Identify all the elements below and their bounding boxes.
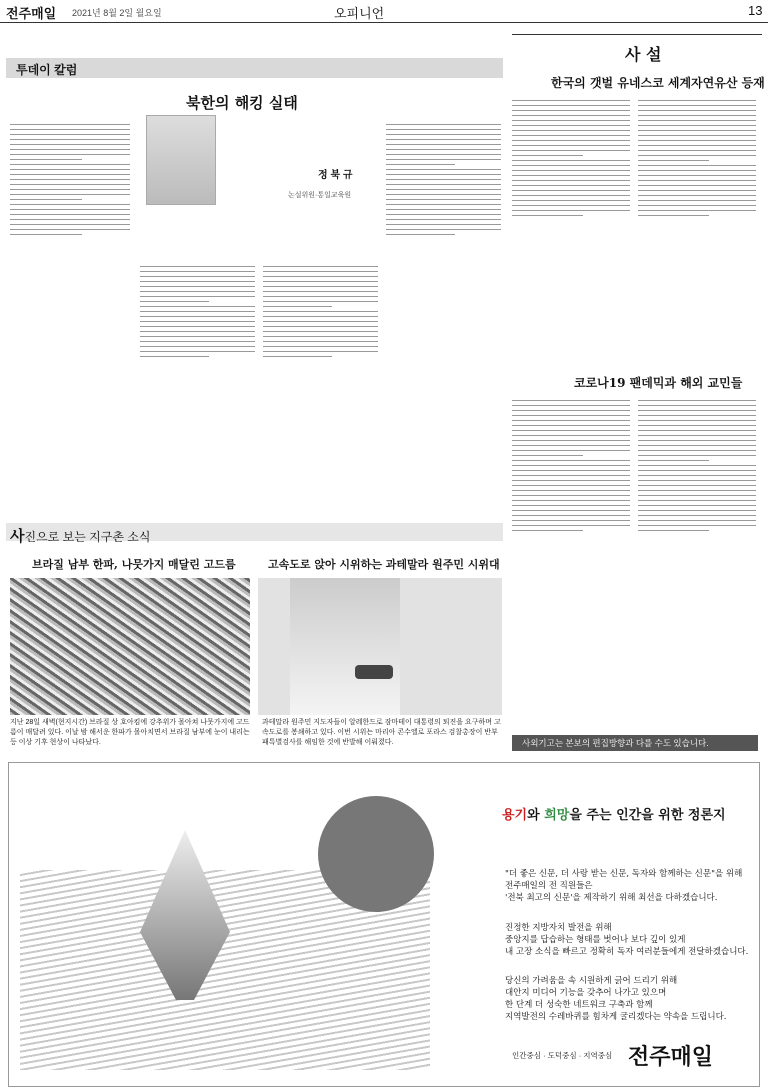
ad-slogan: 인간중심 · 도덕중심 · 지역중심: [512, 1051, 613, 1060]
ad-line: 당신의 가려움을 속 시원하게 긁어 드리기 위해: [505, 976, 678, 986]
ad-sun-illustration: [318, 796, 434, 912]
ad-line: 중앙지를 답습하는 형태를 벗어나 보다 깊이 있게: [505, 935, 686, 945]
today-column-label: 투데이 칼럼: [16, 63, 78, 77]
column-body-2: [140, 262, 255, 357]
ad-line: 전주매일의 전 직원들은: [505, 881, 593, 891]
editorial-title-1: 한국의 갯벌 유네스코 세계자연유산 등재: [551, 76, 765, 90]
column-body-1: [10, 120, 130, 235]
ad-line: '전북 최고의 신문'을 제작하기 위해 최선을 다하겠습니다.: [505, 893, 718, 903]
page-number: 13: [748, 3, 763, 18]
photo1-title: 브라질 남부 한파, 나뭇가지 매달린 고드름: [32, 558, 236, 571]
ad-line: 지역발전의 수레바퀴를 힘차게 굴리겠다는 약속을 드립니다.: [505, 1012, 727, 1022]
photo-road: [290, 578, 400, 715]
editorial-body-2: [638, 96, 756, 216]
newspaper-brand: 전주매일: [6, 6, 57, 21]
editorial-body-4: [638, 396, 756, 531]
column-title: 북한의 해킹 실태: [186, 94, 298, 112]
ad-line: 대안지 미디어 기능을 갖추어 나가고 있으며: [505, 988, 667, 998]
photo-icicles: [10, 578, 250, 715]
notice-text: 사외기고는 본보의 편집방향과 다를 수도 있습니다.: [522, 738, 709, 748]
ad-logo: 전주매일: [628, 1044, 714, 1070]
photo1-caption: 지난 28일 새벽(현지시간) 브라질 상 호아킴에 강추위가 몰아쳐 나뭇가지에 고드름이 매달려 있다. 이날 밤 해서운 한파가 몰아치면서 브라질 남부에 눈이 내리는 등 이상 기후 현상이 나타났다.: [10, 719, 250, 746]
column-body-3: [263, 262, 378, 357]
today-column-bar: [6, 58, 503, 78]
photo-news-label: 사진으로 보는 지구촌 소식: [10, 528, 151, 545]
issue-date: 2021년 8월 2일 월요일: [72, 8, 162, 18]
author-name: 정 북 규: [318, 170, 353, 181]
column-body-4: [386, 120, 501, 235]
editorial-body-1: [512, 96, 630, 216]
photo-protesters: [355, 665, 393, 679]
editorial-heading: 사 설: [625, 45, 662, 64]
ad-line: 한 단계 더 성숙한 네트워크 구축과 함께: [505, 1000, 653, 1010]
ad-line: 내 고장 소식을 빠르고 정확히 독자 여러분들에게 전달하겠습니다.: [505, 947, 749, 957]
photo2-caption: 과테말라 원주민 지도자들이 알레한드로 잠마테이 대통령의 퇴진을 요구하며 고속도로를 봉쇄하고 있다. 이번 시위는 마리아 콘수엘로 포라스 검찰총장이 반부패특별검사를 해임한 것에 반발해 이뤄졌다.: [262, 719, 501, 746]
section-name: 오피니언: [334, 6, 385, 21]
ad-line: 진정한 지방자치 발전을 위해: [505, 923, 612, 933]
ad-line: "더 좋은 신문, 더 사랑 받는 신문, 독자와 함께하는 신문"을 위해: [505, 869, 743, 879]
editorial-title-2: 코로나19 팬데믹과 해외 교민들: [574, 376, 743, 390]
author-title: 논설위원·통일교육원: [288, 192, 352, 199]
editorial-rule: [512, 34, 762, 35]
photo2-title: 고속도로 앉아 시위하는 과테말라 원주민 시위대: [268, 558, 500, 571]
author-photo: [146, 115, 216, 205]
ad-headline: 용기와 희망을 주는 인간을 위한 정론지: [502, 808, 726, 823]
editorial-body-3: [512, 396, 630, 531]
